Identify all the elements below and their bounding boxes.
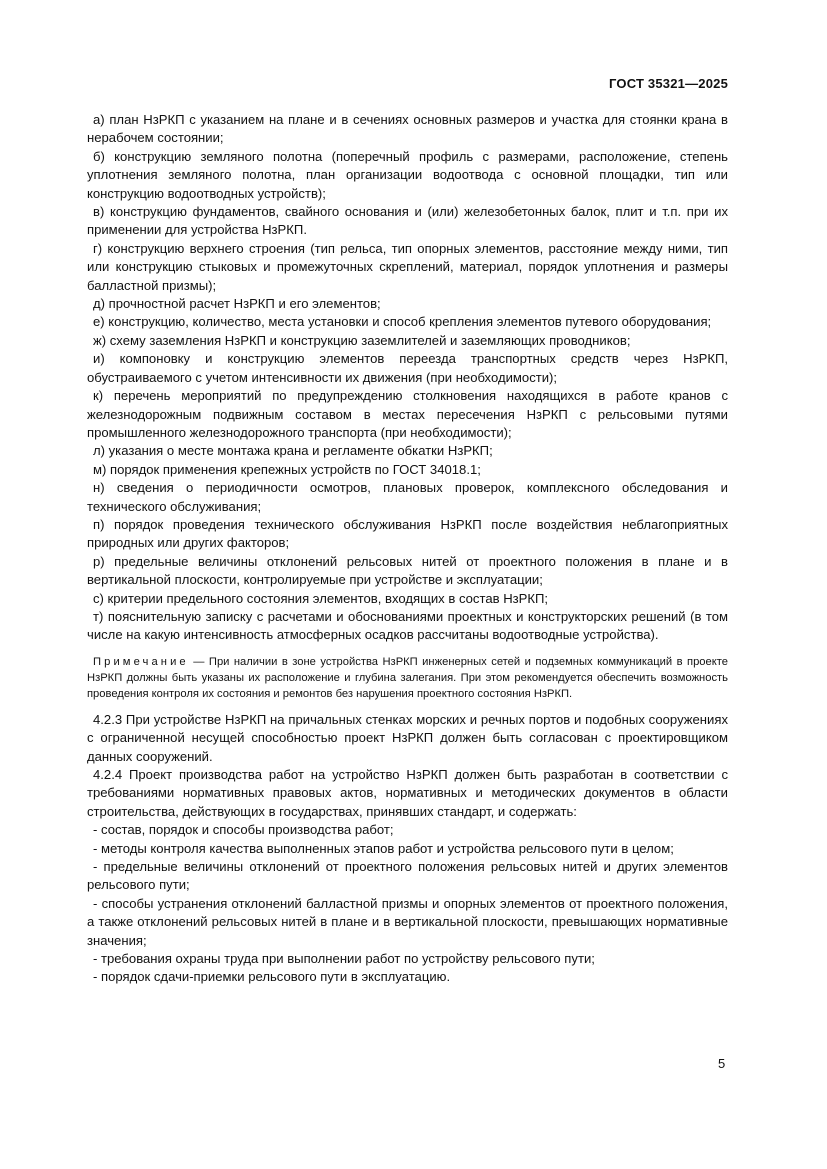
list-item-i: и) компоновку и конструкцию элементов переезда транспортных средств через НзРКП, обустраиваемого с учетом интенсивности их движения (при необходимости);	[87, 351, 728, 385]
paragraph-4-2-3: 4.2.3 При устройстве НзРКП на причальных стенках морских и речных портов и подобных сооружениях с ограниченной несущей способностью проект НзРКП должен быть согласован с проектировщиком данных сооружений.	[87, 711, 728, 764]
note-text: — При наличии в зоне устройства НзРКП инженерных сетей и подземных коммуникаций в проекте НзРКП должны быть указаны их расположение и глубина залегания. При этом рекомендуется обеспечить возможность проведения контроля их состояния и ремонтов без нарушения проектного состояния НзРКП.	[87, 655, 728, 700]
page-content	[87, 111, 728, 987]
list-item-m: м) порядок применения крепежных устройств по ГОСТ 34018.1;	[93, 461, 481, 477]
list-item-n: н) сведения о периодичности осмотров, плановых проверок, комплексного обследования и технического обслуживания;	[87, 480, 728, 514]
dash-item: - состав, порядок и способы производства работ;	[93, 822, 394, 838]
paragraph-4-2-4: 4.2.4 Проект производства работ на устройство НзРКП должен быть разработан в соответствии с требованиями нормативных правовых актов, нормативных и методических документов в области строительства, действующих в государствах, принявших стандарт, и содержать:	[87, 767, 728, 819]
list-item-t: т) пояснительную записку с расчетами и обоснованиями проектных и конструкторских решений (в том числе на какую интенсивность атмосферных осадков рассчитаны водоотводные устройства).	[87, 608, 728, 643]
document-code-header: ГОСТ 35321—2025	[609, 76, 728, 91]
list-item-a: а) план НзРКП с указанием на плане и в сечениях основных размеров и участка для стоянки крана в нерабочем состоянии;	[87, 112, 728, 146]
list-item-k: к) перечень мероприятий по предупреждению столкновения находящихся в работе кранов с железнодорожным подвижным составом в местах пересечения НзРКП с рельсовыми путями промышленного железнодорожного транспорта (при необходимости);	[87, 388, 728, 440]
list-item-zh: ж) схему заземления НзРКП и конструкцию заземлителей и заземляющих проводников;	[93, 332, 631, 348]
dash-item: - способы устранения отклонений балластной призмы и опорных элементов от проектного положения, а также отклонений рельсовых нитей в плане и в вертикальной плоскости, превышающих нормативные значения;	[87, 895, 728, 948]
list-item-p: п) порядок проведения технического обслуживания НзРКП после воздействия неблагоприятных природных или других факторов;	[87, 516, 728, 551]
list-item-g: г) конструкцию верхнего строения (тип рельса, тип опорных элементов, расстояние между ними, тип или конструкцию стыковых и промежуточных скреплений, материал, порядок уплотнения и размеры балластной призмы);	[87, 240, 728, 293]
dash-item: - требования охраны труда при выполнении работ по устройству рельсового пути;	[93, 951, 595, 967]
note-paragraph	[87, 654, 728, 702]
list-item-d: д) прочностной расчет НзРКП и его элементов;	[93, 296, 381, 312]
page-number: 5	[718, 1056, 726, 1071]
dash-item: - предельные величины отклонений от проектного положения рельсовых нитей и других элементов рельсового пути;	[87, 859, 728, 893]
list-item-v: в) конструкцию фундаментов, свайного основания и (или) железобетонных балок, плит и т.п. при их применении для устройства НзРКП.	[87, 204, 728, 238]
dash-item: - методы контроля качества выполненных этапов работ и устройства рельсового пути в целом;	[93, 840, 674, 856]
list-item-s: с) критерии предельного состояния элементов, входящих в состав НзРКП;	[93, 590, 549, 606]
list-item-l: л) указания о месте монтажа крана и регламенте обкатки НзРКП;	[93, 443, 493, 459]
list-item-r: р) предельные величины отклонений рельсовых нитей от проектного положения в плане и в вертикальной плоскости, контролируемые при устройстве и эксплуатации;	[87, 553, 728, 588]
list-item-b: б) конструкцию земляного полотна (поперечный профиль с размерами, расположение, степень уплотнения земляного полотна, план организации водоотвода с основной площадки, тип или конструкцию водоотводных устройств);	[87, 148, 728, 201]
dash-item: - порядок сдачи-приемки рельсового пути в эксплуатацию.	[93, 969, 451, 985]
list-item-e: е) конструкцию, количество, места установки и способ крепления элементов путевого оборудования;	[93, 314, 712, 330]
note-label: Примечание	[93, 655, 189, 668]
